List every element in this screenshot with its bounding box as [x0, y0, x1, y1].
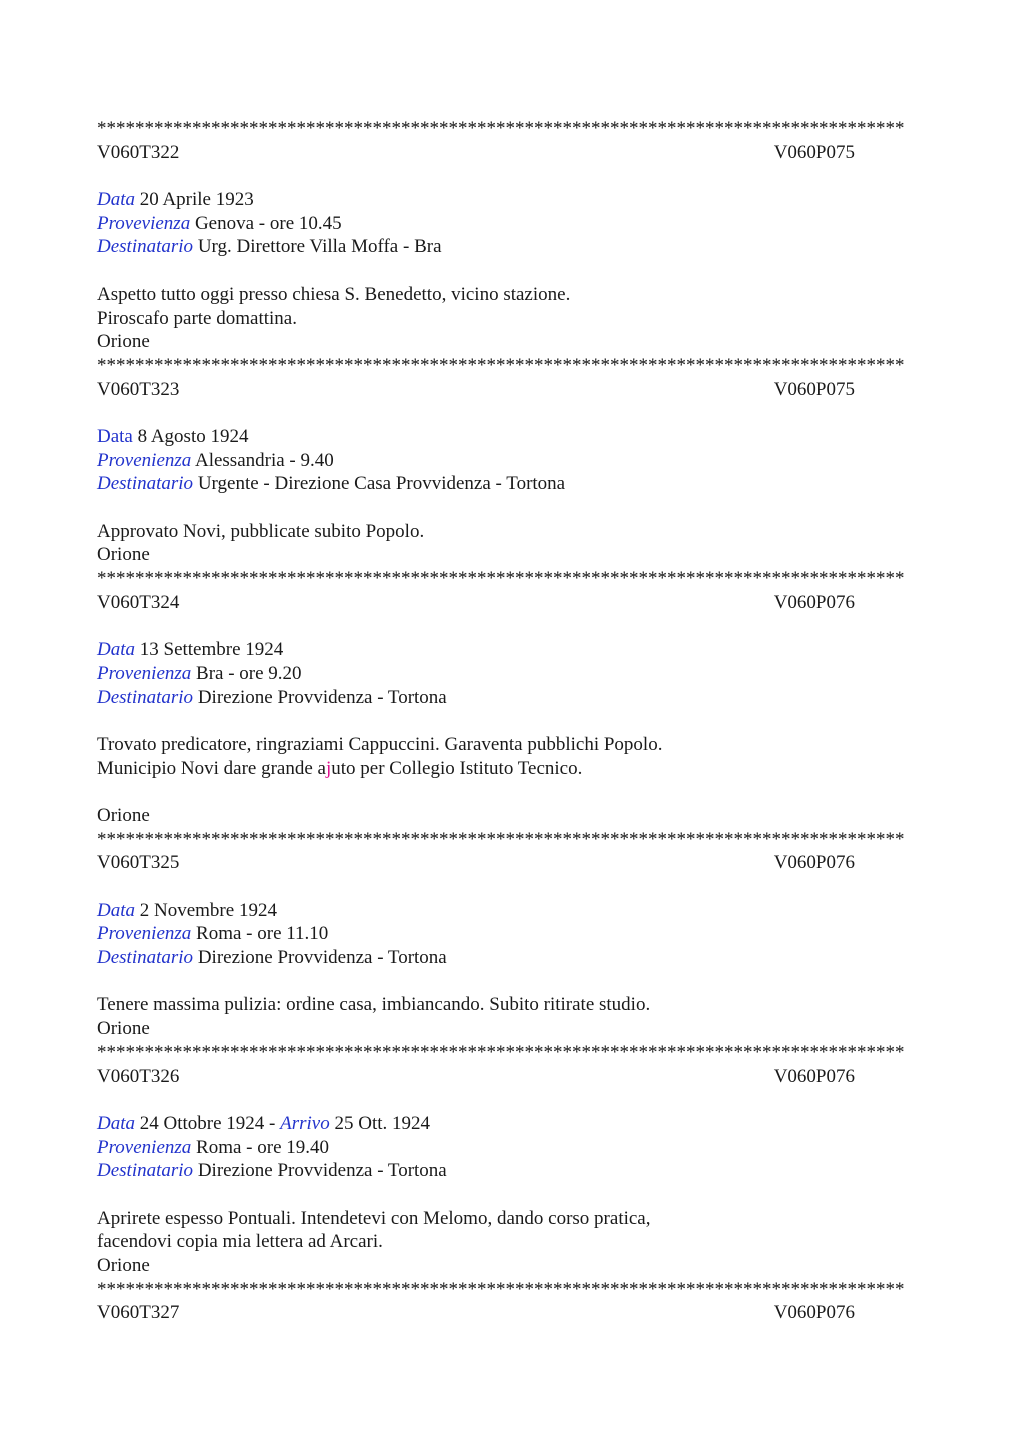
signature: Orione: [97, 804, 150, 826]
destinatario-line: [97, 686, 927, 710]
signature: Orione: [97, 1255, 150, 1276]
destinatario-line: [97, 235, 927, 259]
body-line: facendovi copia mia lettera ad Arcari.: [97, 1231, 383, 1253]
data-value: 13 Settembre 1924: [139, 639, 284, 661]
data-value: 8 Agosto 1924: [137, 425, 249, 447]
telegram-id: V060T322: [97, 141, 180, 163]
provenienza-line: [97, 922, 927, 946]
data-value: 2 Novembre 1924: [139, 899, 277, 921]
data-line: [97, 188, 927, 212]
separator: *************************************************************************************: [97, 568, 905, 590]
telegram-id: V060T326: [97, 1065, 180, 1087]
destinatario-line: [97, 472, 927, 496]
data-label: Data: [97, 425, 133, 447]
body-line: Trovato predicatore, ringraziami Cappuccini. Garaventa pubblichi Popolo.: [97, 733, 663, 755]
data-line: [97, 638, 927, 662]
telegram-id: V060T323: [97, 378, 180, 400]
data-line: [97, 425, 927, 449]
provenienza-line: [97, 1136, 927, 1160]
separator: *************************************************************************************: [97, 354, 905, 376]
body-line: Piroscafo parte domattina.: [97, 307, 297, 329]
document-page: [97, 117, 927, 1325]
provenienza-value: Alessandria - 9.40: [194, 449, 334, 471]
body-line: Tenere massima pulizia: ordine casa, imbiancando. Subito ritirate studio.: [97, 994, 651, 1016]
entry-header: [97, 1065, 855, 1089]
page-ref: V060P075: [773, 378, 855, 400]
provenienza-line: [97, 449, 927, 473]
entry-header: [97, 591, 855, 615]
destinatario-value: Direzione Provvidenza - Tortona: [197, 686, 447, 708]
provenienza-value: Roma - ore 11.10: [196, 923, 329, 945]
destinatario-line: [97, 946, 927, 970]
separator: *************************************************************************************: [97, 828, 905, 850]
body-line: Approvato Novi, pubblicate subito Popolo.: [97, 520, 425, 542]
data-label: Data: [97, 639, 135, 661]
provenienza-label: Provevienza: [97, 212, 191, 234]
separator: *************************************************************************************: [97, 1278, 905, 1300]
page-ref: V060P076: [773, 1302, 855, 1324]
destinatario-value: Direzione Provvidenza - Tortona: [197, 947, 447, 969]
separator: *************************************************************************************: [97, 118, 905, 139]
telegram-id: V060T327: [97, 1302, 180, 1324]
destinatario-label: Destinatario: [97, 686, 194, 708]
signature: Orione: [97, 331, 150, 353]
provenienza-value: Bra - ore 9.20: [196, 662, 302, 684]
destinatario-label: Destinatario: [97, 473, 194, 495]
body-line: [97, 757, 927, 781]
destinatario-line: [97, 1159, 927, 1183]
body-line: Aprirete espesso Pontuali. Intendetevi con Melomo, dando corso pratica,: [97, 1207, 651, 1229]
page-ref: V060P076: [773, 591, 855, 613]
provenienza-label: Provenienza: [97, 923, 192, 945]
provenienza-label: Provenienza: [97, 1136, 192, 1158]
data-value: 20 Aprile 1923: [139, 189, 254, 211]
separator: *************************************************************************************: [97, 1041, 905, 1063]
telegram-id: V060T324: [97, 591, 180, 613]
destinatario-value: Urgente - Direzione Casa Provvidenza - Tortona: [197, 473, 566, 495]
telegram-id: V060T325: [97, 852, 180, 874]
data-label: Data: [97, 899, 135, 921]
body-text: Municipio Novi dare grande a: [97, 757, 326, 779]
data-value: 24 Ottobre 1924 -: [139, 1112, 276, 1134]
entry-header: [97, 141, 855, 165]
provenienza-line: [97, 662, 927, 686]
arrivo-label: Arrivo: [280, 1112, 330, 1134]
destinatario-value: Urg. Direttore Villa Moffa - Bra: [197, 236, 442, 258]
page-ref: V060P075: [773, 141, 855, 163]
signature: Orione: [97, 544, 150, 566]
entry-header: [97, 378, 855, 402]
data-label: Data: [97, 1112, 135, 1134]
destinatario-label: Destinatario: [97, 1160, 194, 1182]
page-ref: V060P076: [773, 1065, 855, 1087]
body-text: uto per Collegio Istituto Tecnico.: [331, 757, 583, 779]
arrivo-value: 25 Ott. 1924: [334, 1112, 431, 1134]
signature: Orione: [97, 1018, 150, 1040]
destinatario-label: Destinatario: [97, 236, 194, 258]
highlighted-letter: j: [325, 757, 332, 779]
entry-header: [97, 851, 855, 875]
destinatario-label: Destinatario: [97, 947, 194, 969]
provenienza-label: Provenienza: [97, 449, 192, 471]
provenienza-value: Roma - ore 19.40: [196, 1136, 330, 1158]
page-ref: V060P076: [773, 852, 855, 874]
data-line: [97, 899, 927, 923]
provenienza-line: [97, 212, 927, 236]
data-line: [97, 1112, 927, 1136]
provenienza-label: Provenienza: [97, 662, 192, 684]
entry-header: [97, 1301, 855, 1325]
destinatario-value: Direzione Provvidenza - Tortona: [197, 1160, 447, 1182]
data-label: Data: [97, 189, 135, 211]
body-line: Aspetto tutto oggi presso chiesa S. Benedetto, vicino stazione.: [97, 283, 571, 305]
provenienza-value: Genova - ore 10.45: [194, 212, 342, 234]
